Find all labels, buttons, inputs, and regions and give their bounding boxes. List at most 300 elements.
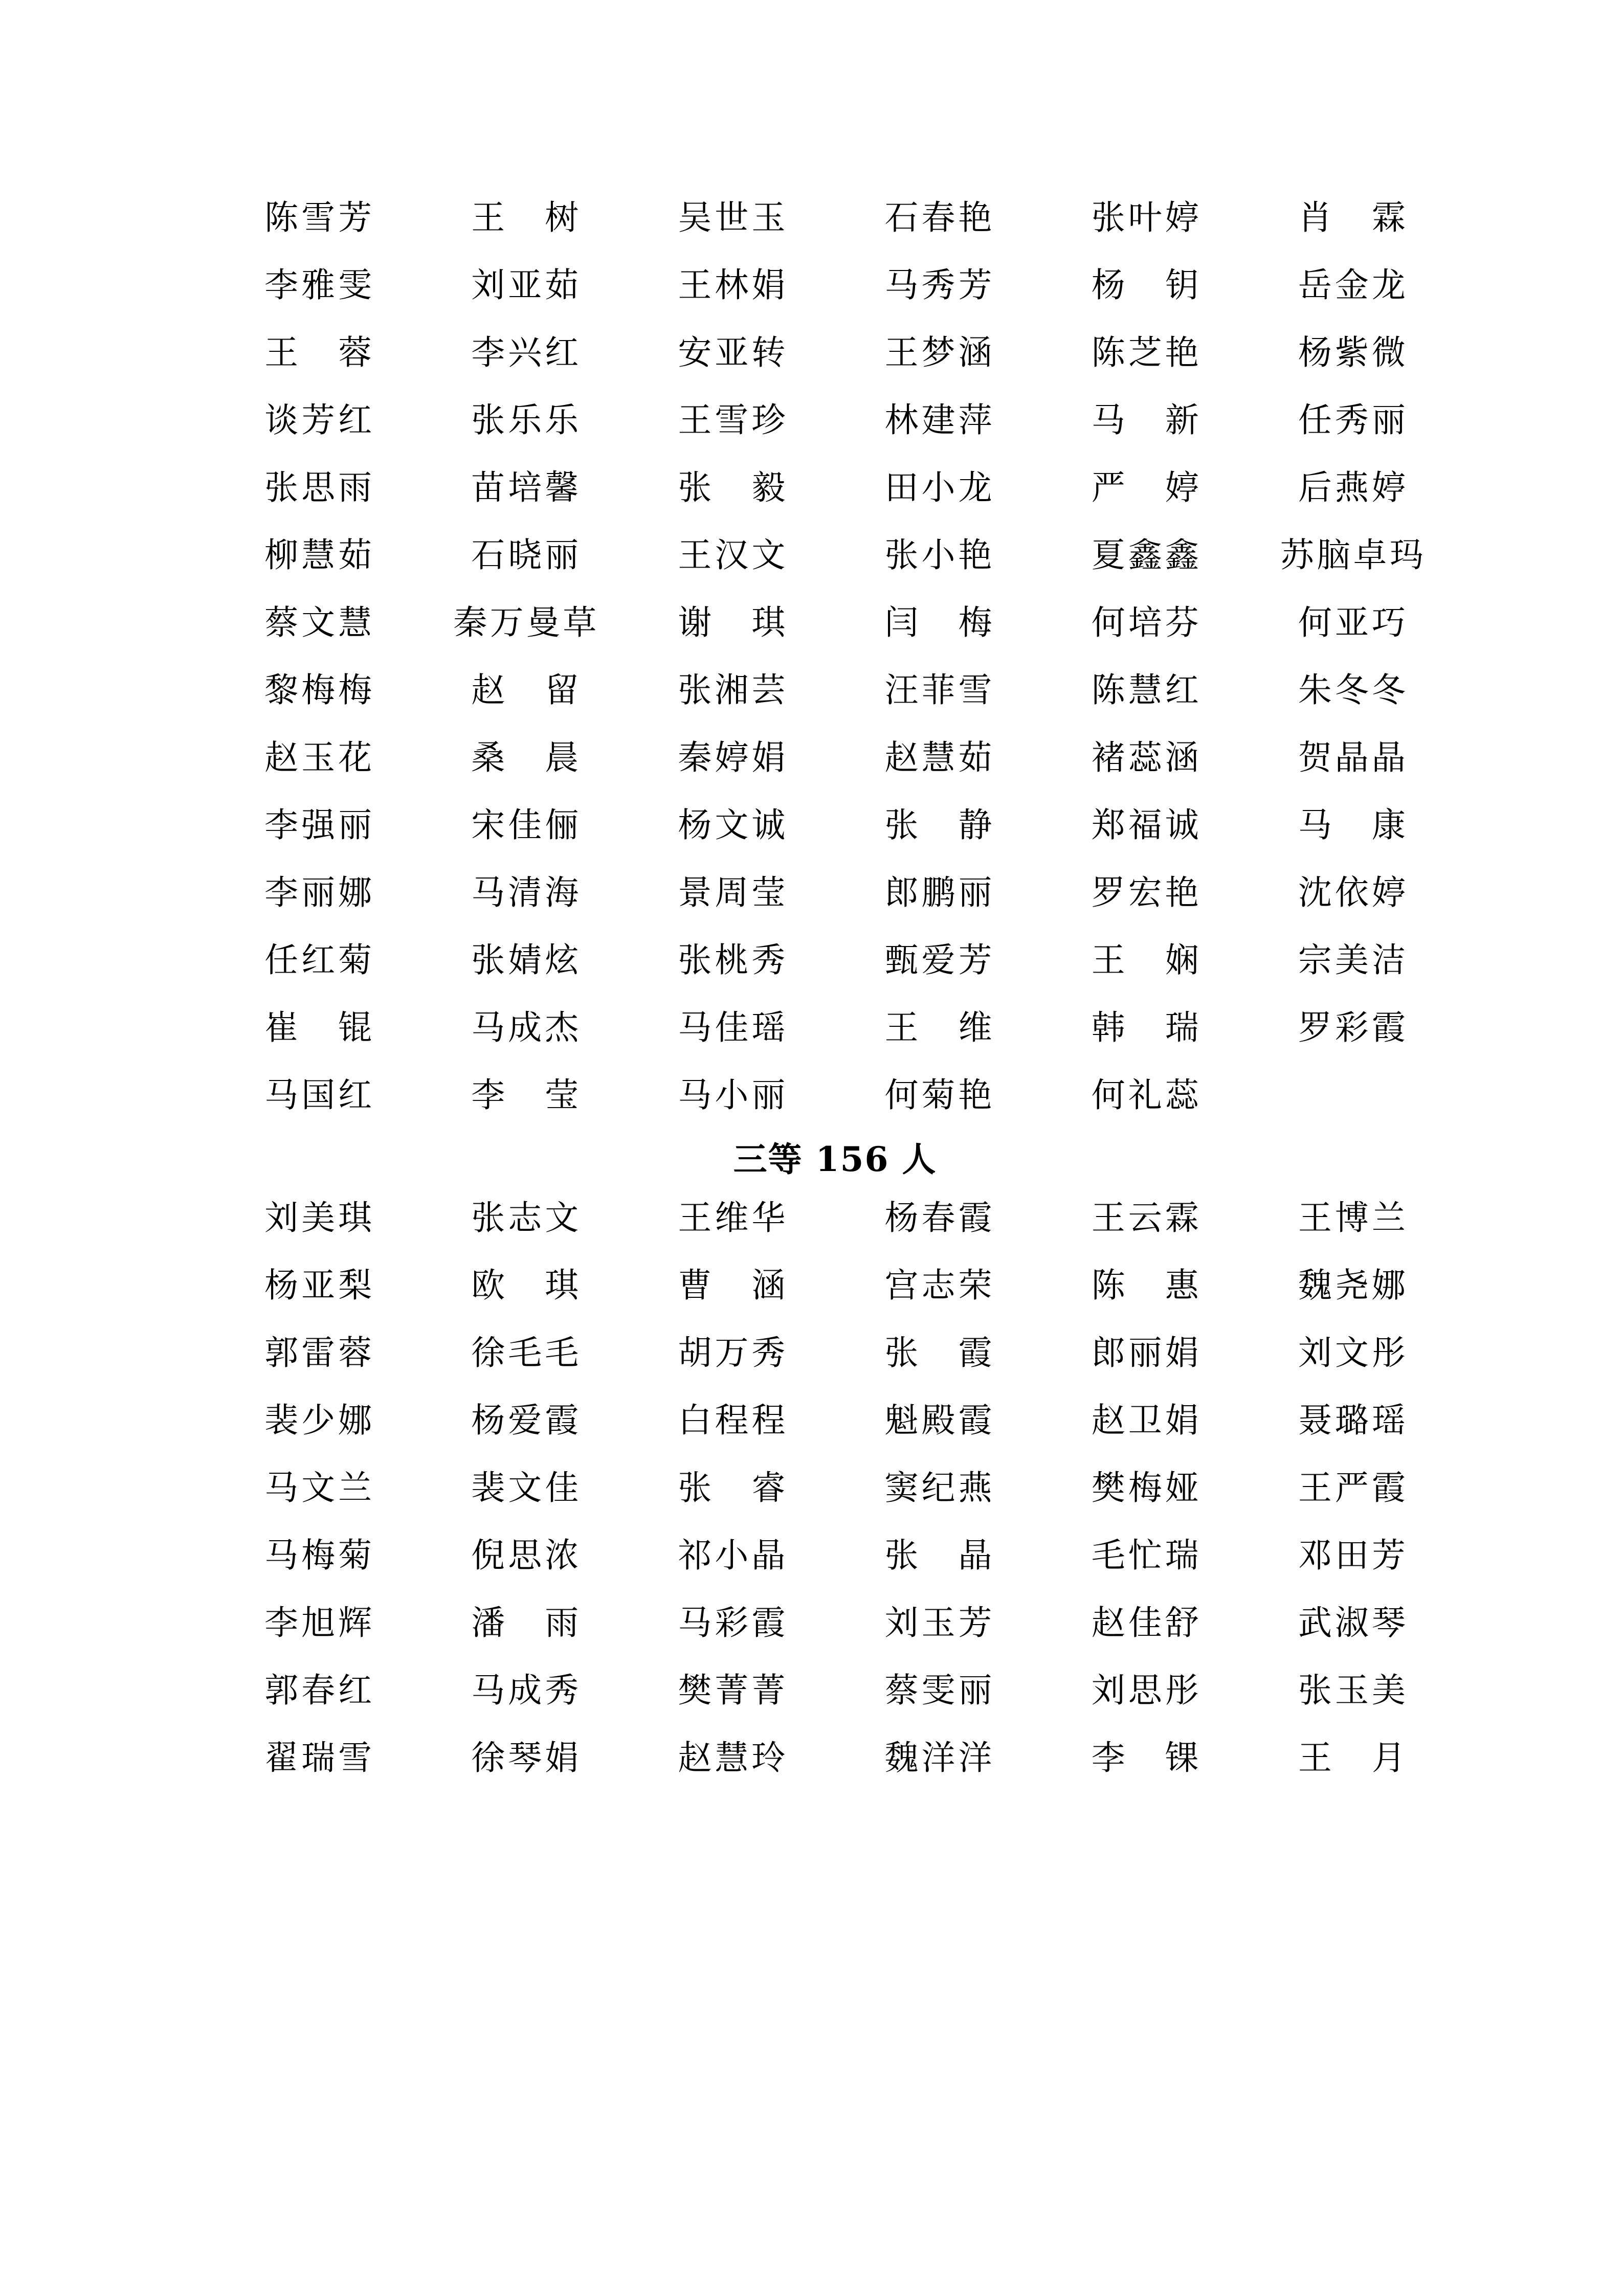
name-text: 赵慧玲 — [678, 1738, 786, 1777]
name-text: 桑 晨 — [471, 738, 579, 777]
name-text: 后燕婷 — [1298, 468, 1406, 507]
name-text: 李雅雯 — [264, 265, 372, 305]
name-cell — [421, 1184, 628, 1252]
name-text: 倪思浓 — [471, 1536, 579, 1575]
name-text: 张志文 — [471, 1198, 579, 1237]
name-cell — [835, 387, 1041, 454]
name-text: 赵 留 — [471, 670, 579, 710]
name-cell — [1042, 387, 1249, 454]
name-text: 黎梅梅 — [264, 670, 372, 710]
name-cell — [1249, 1724, 1455, 1792]
name-text: 张乐乐 — [471, 400, 579, 440]
name-cell — [421, 522, 628, 589]
table-row — [215, 994, 1455, 1062]
name-text: 马彩霞 — [678, 1603, 786, 1642]
name-text: 王梦涵 — [884, 333, 992, 372]
name-text: 秦婷娟 — [678, 738, 786, 777]
name-text: 杨 钥 — [1091, 265, 1199, 305]
name-cell — [1249, 1387, 1455, 1454]
name-cell — [1249, 319, 1455, 387]
name-cell — [628, 1454, 835, 1522]
table-row — [215, 859, 1455, 927]
name-text: 宫志荣 — [884, 1266, 992, 1305]
name-cell — [421, 792, 628, 859]
name-text: 陈芝艳 — [1091, 333, 1199, 372]
table-row — [215, 1589, 1455, 1657]
name-text: 樊菁菁 — [678, 1671, 786, 1710]
name-cell — [1042, 1454, 1249, 1522]
name-text: 景周莹 — [678, 873, 786, 912]
name-text: 秦万曼草 — [453, 603, 597, 642]
name-cell — [1042, 994, 1249, 1062]
name-text: 罗宏艳 — [1091, 873, 1199, 912]
name-cell — [421, 657, 628, 724]
table-row — [215, 1062, 1455, 1129]
name-cell — [835, 1657, 1041, 1724]
name-cell — [628, 589, 835, 657]
name-text: 郭雷蓉 — [264, 1333, 372, 1372]
name-cell — [1249, 1184, 1455, 1252]
name-cell — [628, 792, 835, 859]
name-cell — [1042, 927, 1249, 994]
name-text: 甄爱芳 — [884, 940, 992, 980]
name-cell — [1042, 252, 1249, 319]
name-cell — [215, 994, 421, 1062]
name-cell — [835, 1522, 1041, 1589]
name-text: 马清海 — [471, 873, 579, 912]
name-cell — [215, 1062, 421, 1129]
name-cell — [215, 1387, 421, 1454]
name-text: 贺晶晶 — [1298, 738, 1406, 777]
name-cell — [215, 1252, 421, 1319]
name-cell — [835, 859, 1041, 927]
name-cell — [1249, 522, 1455, 589]
name-text: 石春艳 — [884, 198, 992, 237]
names-table-body-2 — [215, 1184, 1455, 1792]
name-text: 王 树 — [471, 198, 579, 237]
name-text: 肖 霖 — [1298, 198, 1406, 237]
name-cell — [628, 1319, 835, 1387]
name-text: 岳金龙 — [1298, 265, 1406, 305]
name-cell — [215, 927, 421, 994]
name-cell — [1249, 994, 1455, 1062]
name-text: 沈依婷 — [1298, 873, 1406, 912]
name-text: 李丽娜 — [264, 873, 372, 912]
names-table-section-1 — [215, 184, 1455, 1129]
name-cell — [628, 1387, 835, 1454]
name-cell — [1042, 319, 1249, 387]
name-text: 张 晶 — [884, 1536, 992, 1575]
name-text: 何培芬 — [1091, 603, 1199, 642]
name-cell — [835, 994, 1041, 1062]
name-cell — [421, 1522, 628, 1589]
name-text: 胡万秀 — [678, 1333, 786, 1372]
name-text: 潘 雨 — [471, 1603, 579, 1642]
name-cell — [215, 589, 421, 657]
name-text: 王云霖 — [1091, 1198, 1199, 1237]
name-text: 张湘芸 — [678, 670, 786, 710]
name-text: 张 睿 — [678, 1468, 786, 1507]
name-cell — [1042, 1252, 1249, 1319]
name-text: 何礼蕊 — [1091, 1075, 1199, 1115]
name-text: 魏尧娜 — [1298, 1266, 1406, 1305]
name-text: 石晓丽 — [471, 535, 579, 575]
name-text: 马小丽 — [678, 1075, 786, 1115]
table-row — [215, 589, 1455, 657]
table-row — [215, 1184, 1455, 1252]
name-cell — [421, 1062, 628, 1129]
name-cell — [628, 657, 835, 724]
table-row — [215, 454, 1455, 522]
name-text: 郎鹏丽 — [884, 873, 992, 912]
name-text: 李 锞 — [1091, 1738, 1199, 1777]
name-text: 张 静 — [884, 805, 992, 845]
name-cell — [1249, 724, 1455, 792]
name-text: 安亚转 — [678, 333, 786, 372]
name-cell — [628, 724, 835, 792]
name-text: 张 毅 — [678, 468, 786, 507]
name-cell — [1042, 1657, 1249, 1724]
name-cell — [1042, 1589, 1249, 1657]
name-text: 聂璐瑶 — [1298, 1401, 1406, 1440]
name-text: 谢 琪 — [678, 603, 786, 642]
name-cell — [1249, 454, 1455, 522]
name-cell — [215, 1319, 421, 1387]
table-row — [215, 1252, 1455, 1319]
name-text: 杨爱霞 — [471, 1401, 579, 1440]
name-text: 欧 琪 — [471, 1266, 579, 1305]
name-text: 魏洋洋 — [884, 1738, 992, 1777]
name-cell — [628, 184, 835, 252]
name-cell — [215, 657, 421, 724]
name-text: 赵卫娟 — [1091, 1401, 1199, 1440]
name-text: 苏脑卓玛 — [1280, 535, 1423, 575]
name-cell — [835, 724, 1041, 792]
name-text: 刘文彤 — [1298, 1333, 1406, 1372]
name-cell — [1249, 927, 1455, 994]
name-text: 曹 涵 — [678, 1266, 786, 1305]
name-cell — [215, 859, 421, 927]
name-text: 张叶婷 — [1091, 198, 1199, 237]
name-cell — [421, 927, 628, 994]
name-cell — [215, 522, 421, 589]
name-text: 魁殿霞 — [884, 1401, 992, 1440]
name-cell — [1249, 792, 1455, 859]
name-cell — [215, 792, 421, 859]
name-text: 陈雪芳 — [264, 198, 372, 237]
name-text: 宗美洁 — [1298, 940, 1406, 980]
name-cell — [1042, 1724, 1249, 1792]
name-text: 韩 瑞 — [1091, 1008, 1199, 1047]
name-text: 马 新 — [1091, 400, 1199, 440]
name-text: 裴少娜 — [264, 1401, 372, 1440]
name-text: 马文兰 — [264, 1468, 372, 1507]
name-cell — [215, 1724, 421, 1792]
name-cell — [628, 1522, 835, 1589]
name-text: 王汉文 — [678, 535, 786, 575]
name-cell — [215, 454, 421, 522]
table-row — [215, 1454, 1455, 1522]
name-cell — [421, 1724, 628, 1792]
section-heading-third-prize — [215, 1139, 1455, 1179]
name-text: 张思雨 — [264, 468, 372, 507]
name-text: 刘玉芳 — [884, 1603, 992, 1642]
name-cell — [421, 387, 628, 454]
name-cell — [1249, 859, 1455, 927]
name-cell — [1249, 1522, 1455, 1589]
name-cell — [1249, 387, 1455, 454]
name-text: 张小艳 — [884, 535, 992, 575]
name-cell — [421, 454, 628, 522]
table-row — [215, 792, 1455, 859]
name-cell — [215, 1454, 421, 1522]
name-text: 王雪珍 — [678, 400, 786, 440]
name-cell — [1249, 252, 1455, 319]
table-row — [215, 252, 1455, 319]
name-text: 杨紫微 — [1298, 333, 1406, 372]
name-cell — [835, 1454, 1041, 1522]
name-cell — [835, 657, 1041, 724]
name-text: 郎丽娟 — [1091, 1333, 1199, 1372]
name-text: 王 蓉 — [264, 333, 372, 372]
name-text: 夏鑫鑫 — [1091, 535, 1199, 575]
table-row — [215, 927, 1455, 994]
name-cell — [1249, 1319, 1455, 1387]
name-cell — [215, 1589, 421, 1657]
name-text: 崔 锟 — [264, 1008, 372, 1047]
name-text: 任红菊 — [264, 940, 372, 980]
name-cell — [1249, 657, 1455, 724]
name-cell — [1042, 1522, 1249, 1589]
name-cell — [1249, 1589, 1455, 1657]
name-text: 谈芳红 — [264, 400, 372, 440]
name-cell — [1042, 184, 1249, 252]
name-text: 吴世玉 — [678, 198, 786, 237]
table-row — [215, 184, 1455, 252]
name-cell — [421, 1657, 628, 1724]
name-text: 刘思彤 — [1091, 1671, 1199, 1710]
table-row — [215, 522, 1455, 589]
name-text: 马 康 — [1298, 805, 1406, 845]
name-cell — [628, 994, 835, 1062]
table-row — [215, 1387, 1455, 1454]
name-text: 杨文诚 — [678, 805, 786, 845]
name-text: 郑福诚 — [1091, 805, 1199, 845]
name-cell — [628, 927, 835, 994]
name-cell — [628, 859, 835, 927]
name-cell — [835, 792, 1041, 859]
name-cell — [628, 1252, 835, 1319]
name-cell — [628, 1062, 835, 1129]
name-cell — [1042, 859, 1249, 927]
name-cell — [421, 1589, 628, 1657]
name-text: 王 月 — [1298, 1738, 1406, 1777]
name-text: 马梅菊 — [264, 1536, 372, 1575]
name-cell — [835, 1589, 1041, 1657]
name-cell — [1042, 589, 1249, 657]
name-text: 张婧炫 — [471, 940, 579, 980]
name-cell — [1249, 1062, 1455, 1129]
name-cell — [628, 1589, 835, 1657]
name-text: 杨亚梨 — [264, 1266, 372, 1305]
name-text: 杨春霞 — [884, 1198, 992, 1237]
name-text: 翟瑞雪 — [264, 1738, 372, 1777]
name-cell — [215, 387, 421, 454]
name-cell — [628, 1657, 835, 1724]
table-row — [215, 319, 1455, 387]
name-text: 李旭辉 — [264, 1603, 372, 1642]
name-text: 褚蕊涵 — [1091, 738, 1199, 777]
name-cell — [628, 387, 835, 454]
name-text: 白程程 — [678, 1401, 786, 1440]
name-text: 蔡雯丽 — [884, 1671, 992, 1710]
name-text: 刘亚茹 — [471, 265, 579, 305]
name-text: 樊梅娅 — [1091, 1468, 1199, 1507]
name-cell — [1042, 522, 1249, 589]
name-cell — [215, 319, 421, 387]
name-cell — [835, 522, 1041, 589]
name-text: 赵佳舒 — [1091, 1603, 1199, 1642]
name-cell — [835, 184, 1041, 252]
name-text: 王 维 — [884, 1008, 992, 1047]
name-cell — [421, 1319, 628, 1387]
name-cell — [215, 1657, 421, 1724]
name-text: 刘美琪 — [264, 1198, 372, 1237]
name-text: 马成秀 — [471, 1671, 579, 1710]
name-cell — [1249, 1657, 1455, 1724]
name-text: 王林娟 — [678, 265, 786, 305]
name-text: 邓田芳 — [1298, 1536, 1406, 1575]
name-cell — [835, 252, 1041, 319]
name-text: 徐毛毛 — [471, 1333, 579, 1372]
name-text: 张 霞 — [884, 1333, 992, 1372]
table-row — [215, 1657, 1455, 1724]
name-cell — [215, 1522, 421, 1589]
name-cell — [628, 522, 835, 589]
name-cell — [1042, 454, 1249, 522]
name-cell — [628, 1184, 835, 1252]
name-cell — [835, 589, 1041, 657]
name-cell — [628, 319, 835, 387]
name-cell — [835, 1252, 1041, 1319]
name-cell — [215, 252, 421, 319]
name-text: 张玉美 — [1298, 1671, 1406, 1710]
name-cell — [835, 1319, 1041, 1387]
name-cell — [628, 1724, 835, 1792]
name-cell — [421, 184, 628, 252]
name-text: 窦纪燕 — [884, 1468, 992, 1507]
name-text: 王严霞 — [1298, 1468, 1406, 1507]
name-cell — [1042, 1184, 1249, 1252]
name-text: 柳慧茹 — [264, 535, 372, 575]
name-cell — [421, 1387, 628, 1454]
name-text: 宋佳俪 — [471, 805, 579, 845]
name-text: 林建萍 — [884, 400, 992, 440]
name-text: 张桃秀 — [678, 940, 786, 980]
name-cell — [835, 454, 1041, 522]
names-table-body-1 — [215, 184, 1455, 1129]
name-text: 马秀芳 — [884, 265, 992, 305]
name-cell — [835, 1724, 1041, 1792]
name-text: 王博兰 — [1298, 1198, 1406, 1237]
name-text: 徐琴娟 — [471, 1738, 579, 1777]
table-row — [215, 1522, 1455, 1589]
name-text: 裴文佳 — [471, 1468, 579, 1507]
table-row — [215, 1319, 1455, 1387]
table-row — [215, 1724, 1455, 1792]
table-row — [215, 657, 1455, 724]
name-text: 陈 惠 — [1091, 1266, 1199, 1305]
name-text: 李强丽 — [264, 805, 372, 845]
name-text: 马成杰 — [471, 1008, 579, 1047]
name-cell — [421, 1252, 628, 1319]
name-text: 王 娴 — [1091, 940, 1199, 980]
name-cell — [215, 184, 421, 252]
name-cell — [628, 454, 835, 522]
table-row — [215, 387, 1455, 454]
name-cell — [421, 319, 628, 387]
name-cell — [421, 252, 628, 319]
name-cell — [1042, 724, 1249, 792]
name-cell — [1042, 657, 1249, 724]
name-text: 马佳瑶 — [678, 1008, 786, 1047]
name-text: 李兴红 — [471, 333, 579, 372]
section-heading-text: 三等 156 人 — [733, 1139, 937, 1179]
name-cell — [421, 994, 628, 1062]
name-text: 武淑琴 — [1298, 1603, 1406, 1642]
name-cell — [1042, 1062, 1249, 1129]
name-text: 闫 梅 — [884, 603, 992, 642]
name-cell — [1249, 1454, 1455, 1522]
table-row — [215, 724, 1455, 792]
name-text: 赵慧茹 — [884, 738, 992, 777]
name-text: 马国红 — [264, 1075, 372, 1115]
names-table-section-2 — [215, 1184, 1455, 1792]
name-text: 陈慧红 — [1091, 670, 1199, 710]
name-text: 汪菲雪 — [884, 670, 992, 710]
name-text: 罗彩霞 — [1298, 1008, 1406, 1047]
name-text: 严 婷 — [1091, 468, 1199, 507]
name-cell — [1249, 1252, 1455, 1319]
name-text: 田小龙 — [884, 468, 992, 507]
name-cell — [215, 1184, 421, 1252]
name-text: 王维华 — [678, 1198, 786, 1237]
name-text: 朱冬冬 — [1298, 670, 1406, 710]
name-text: 何亚巧 — [1298, 603, 1406, 642]
name-cell — [1042, 1387, 1249, 1454]
name-text: 苗培馨 — [471, 468, 579, 507]
name-cell — [835, 1387, 1041, 1454]
name-text: 李 莹 — [471, 1075, 579, 1115]
name-text: 祁小晶 — [678, 1536, 786, 1575]
name-text: 郭春红 — [264, 1671, 372, 1710]
name-cell — [421, 1454, 628, 1522]
name-text: 何菊艳 — [884, 1075, 992, 1115]
name-cell — [421, 724, 628, 792]
name-cell — [421, 589, 628, 657]
name-text: 蔡文慧 — [264, 603, 372, 642]
name-cell — [1042, 1319, 1249, 1387]
name-text: 任秀丽 — [1298, 400, 1406, 440]
name-cell — [835, 1062, 1041, 1129]
name-cell — [1042, 792, 1249, 859]
name-cell — [421, 859, 628, 927]
name-cell — [835, 319, 1041, 387]
name-cell — [835, 1184, 1041, 1252]
name-cell — [1249, 184, 1455, 252]
name-cell — [1249, 589, 1455, 657]
name-cell — [835, 927, 1041, 994]
